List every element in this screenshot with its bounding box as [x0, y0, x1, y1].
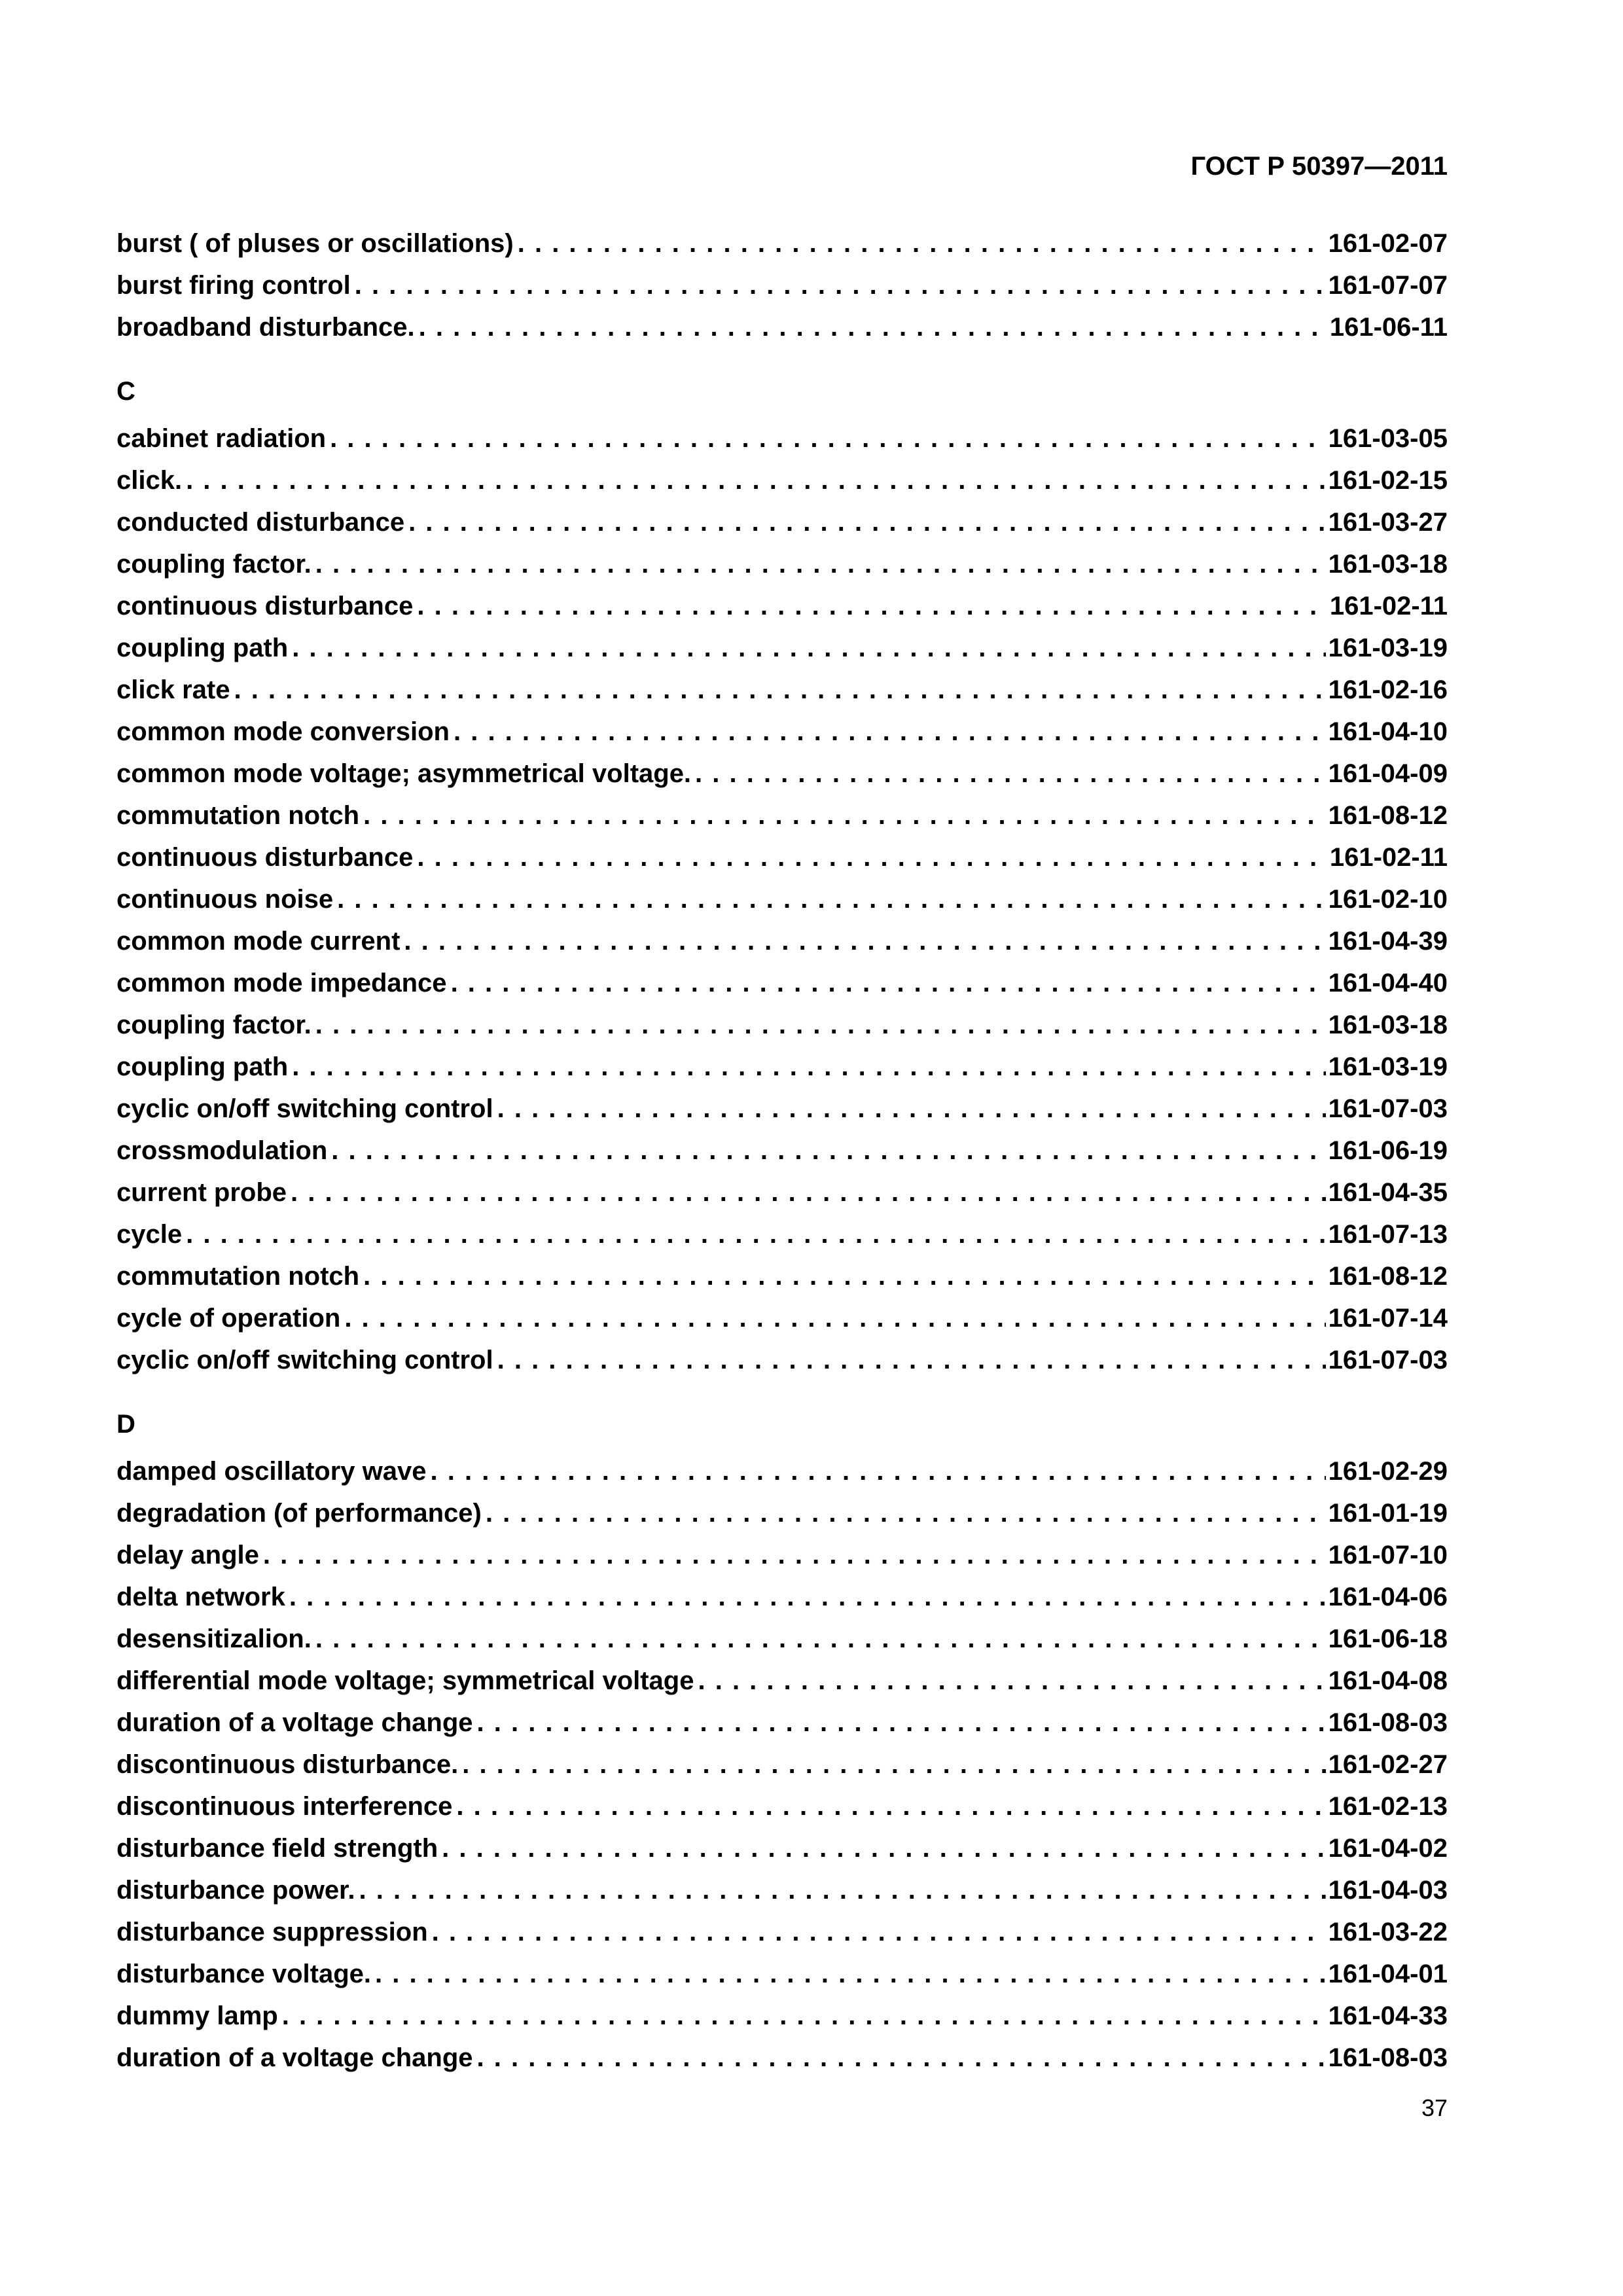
index-term: common mode impedance [116, 969, 447, 997]
index-term: current probe [116, 1178, 287, 1207]
index-entry [116, 543, 1448, 585]
term-code: 161-04-01 [1328, 1960, 1448, 1988]
dot-leader [477, 2037, 1326, 2079]
term-code: 161-07-13 [1328, 1220, 1448, 1249]
index-entry [116, 1953, 1448, 1995]
index-entry [116, 1576, 1448, 1618]
dot-leader [486, 1492, 1326, 1534]
term-code: 161-03-19 [1328, 634, 1448, 662]
index-term: cyclic on/off switching control [116, 1346, 493, 1374]
term-code: 161-04-08 [1328, 1666, 1448, 1695]
index-entry [116, 1744, 1448, 1785]
term-code: 161-06-19 [1328, 1136, 1448, 1165]
index-entry [116, 1827, 1448, 1869]
term-code: 161-06-11 [1329, 313, 1448, 342]
index-entry [116, 306, 1448, 348]
index-term: discontinuous interference [116, 1792, 453, 1821]
term-code: 161-03-18 [1328, 550, 1448, 579]
dot-leader [408, 501, 1326, 543]
index-entry [116, 1492, 1448, 1534]
index-term: delay angle [116, 1541, 259, 1570]
index-entry [116, 223, 1448, 264]
index-term: disturbance voltage. [116, 1960, 371, 1988]
dot-leader [291, 1172, 1326, 1213]
index-entry [116, 264, 1448, 306]
dot-leader [315, 543, 1326, 585]
index-entry [116, 1618, 1448, 1660]
index-entry [116, 1046, 1448, 1088]
index-term: disturbance power. [116, 1876, 355, 1905]
term-code: 161-04-33 [1328, 2001, 1448, 2030]
index-term: coupling path [116, 634, 289, 662]
term-code: 161-07-03 [1328, 1094, 1448, 1123]
index-term: disturbance field strength [116, 1834, 438, 1863]
index-entry [116, 1004, 1448, 1046]
index-entry [116, 1911, 1448, 1953]
index-entry [116, 1297, 1448, 1339]
index-term: click rate [116, 675, 230, 704]
index-term: cabinet radiation [116, 424, 327, 453]
index-entry [116, 1088, 1448, 1130]
index-term: coupling factor. [116, 550, 312, 579]
index-term: cycle of operation [116, 1304, 341, 1333]
index-entry [116, 1785, 1448, 1827]
dot-leader [518, 223, 1326, 264]
dot-leader [355, 264, 1326, 306]
index-term: burst firing control [116, 271, 351, 300]
term-code: 161-02-10 [1328, 885, 1448, 914]
term-code: 161-03-22 [1328, 1918, 1448, 1946]
dot-leader [404, 920, 1325, 962]
dot-leader [375, 1953, 1326, 1995]
dot-leader [289, 1576, 1326, 1618]
dot-leader [359, 1869, 1326, 1911]
dot-leader [451, 962, 1326, 1004]
term-code: 161-02-15 [1328, 466, 1448, 495]
dot-leader [417, 585, 1327, 627]
index-entry [116, 1534, 1448, 1576]
index-term: commutation notch [116, 801, 360, 830]
dot-leader [315, 1618, 1326, 1660]
dot-leader [282, 1995, 1326, 2037]
dot-leader [454, 711, 1326, 753]
dot-leader [363, 1255, 1326, 1297]
term-code: 161-04-03 [1328, 1876, 1448, 1905]
term-code: 161-03-05 [1328, 424, 1448, 453]
page-number: 37 [1421, 2094, 1448, 2121]
index-term: broadband disturbance. [116, 313, 415, 342]
index-entry [116, 2037, 1448, 2079]
index-entry [116, 1702, 1448, 1744]
term-code: 161-08-03 [1328, 2043, 1448, 2072]
index-term: desensitizalion. [116, 1624, 312, 1653]
term-code: 161-07-10 [1328, 1541, 1448, 1570]
index-entry [116, 418, 1448, 459]
dot-leader [344, 1297, 1325, 1339]
dot-leader [462, 1744, 1325, 1785]
dot-leader [431, 1450, 1326, 1492]
term-code: 161-02-11 [1329, 843, 1448, 872]
term-code: 161-03-19 [1328, 1052, 1448, 1081]
index-term: crossmodulation [116, 1136, 328, 1165]
index-term: cyclic on/off switching control [116, 1094, 493, 1123]
dot-leader [456, 1785, 1325, 1827]
index-entry [116, 1450, 1448, 1492]
index-entry [116, 1869, 1448, 1911]
index-entry [116, 1213, 1448, 1255]
term-code: 161-08-12 [1328, 801, 1448, 830]
index-entry [116, 1660, 1448, 1702]
dot-leader [234, 669, 1325, 711]
index-entry [116, 669, 1448, 711]
term-code: 161-07-03 [1328, 1346, 1448, 1374]
index-term: degradation (of performance) [116, 1499, 482, 1528]
dot-leader [292, 627, 1325, 669]
term-code: 161-04-40 [1328, 969, 1448, 997]
index-term: damped oscillatory wave [116, 1457, 427, 1486]
term-code: 161-04-09 [1328, 759, 1448, 788]
index-entry [116, 836, 1448, 878]
index-entry [116, 501, 1448, 543]
term-code: 161-02-07 [1328, 229, 1448, 258]
index-term: differential mode voltage; symmetrical voltage [116, 1666, 694, 1695]
index-term: conducted disturbance [116, 508, 405, 537]
index-entry [116, 753, 1448, 795]
index-term: duration of a voltage change [116, 1708, 473, 1737]
section-letter: D [116, 1410, 135, 1439]
document-header: ГОСТ Р 50397—2011 [1190, 152, 1448, 181]
term-code: 161-06-18 [1328, 1624, 1448, 1653]
index-entry [116, 1255, 1448, 1297]
term-code: 161-02-13 [1328, 1792, 1448, 1821]
index-term: delta network [116, 1583, 285, 1611]
index-entry [116, 459, 1448, 501]
dot-leader [186, 1213, 1326, 1255]
term-code: 161-07-14 [1328, 1304, 1448, 1333]
term-code: 161-02-11 [1329, 592, 1448, 620]
index-term: duration of a voltage change [116, 2043, 473, 2072]
term-code: 161-02-27 [1328, 1750, 1448, 1779]
term-code: 161-04-06 [1328, 1583, 1448, 1611]
dot-leader [497, 1339, 1326, 1381]
section-letter: C [116, 377, 135, 406]
dot-leader [292, 1046, 1325, 1088]
index-entry [116, 1339, 1448, 1381]
index-term: click. [116, 466, 183, 495]
index-section [116, 223, 1448, 348]
term-code: 161-04-39 [1328, 927, 1448, 956]
index-entry [116, 1172, 1448, 1213]
index-entry [116, 962, 1448, 1004]
term-code: 161-04-35 [1328, 1178, 1448, 1207]
dot-leader [477, 1702, 1326, 1744]
dot-leader [698, 1660, 1325, 1702]
dot-leader [419, 306, 1327, 348]
index-term: continuous disturbance [116, 592, 414, 620]
dot-leader [315, 1004, 1326, 1046]
index-term: commutation notch [116, 1262, 360, 1291]
term-code: 161-08-12 [1328, 1262, 1448, 1291]
index-term: common mode voltage; asymmetrical voltage. [116, 759, 692, 788]
dot-leader [186, 459, 1326, 501]
index-term: continuous noise [116, 885, 334, 914]
term-code: 161-03-27 [1328, 508, 1448, 537]
index-entry [116, 585, 1448, 627]
index-term: coupling factor. [116, 1011, 312, 1039]
index-term: cycle [116, 1220, 183, 1249]
dot-leader [432, 1911, 1326, 1953]
index-entry [116, 1995, 1448, 2037]
index-term: common mode conversion [116, 717, 450, 746]
index-content [116, 223, 1448, 2079]
dot-leader [337, 878, 1326, 920]
index-entry [116, 920, 1448, 962]
index-entry [116, 627, 1448, 669]
term-code: 161-02-16 [1328, 675, 1448, 704]
dot-leader [331, 1130, 1325, 1172]
dot-leader [417, 836, 1327, 878]
dot-leader [363, 795, 1326, 836]
dot-leader [695, 753, 1326, 795]
index-section [116, 370, 1448, 1381]
term-code: 161-07-07 [1328, 271, 1448, 300]
dot-leader [263, 1534, 1326, 1576]
index-term: disturbance suppression [116, 1918, 428, 1946]
term-code: 161-04-10 [1328, 717, 1448, 746]
term-code: 161-01-19 [1328, 1499, 1448, 1528]
term-code: 161-03-18 [1328, 1011, 1448, 1039]
index-term: burst ( of pluses or oscillations) [116, 229, 514, 258]
index-entry [116, 878, 1448, 920]
index-entry [116, 1130, 1448, 1172]
dot-leader [442, 1827, 1325, 1869]
term-code: 161-08-03 [1328, 1708, 1448, 1737]
term-code: 161-04-02 [1328, 1834, 1448, 1863]
index-section [116, 1403, 1448, 2079]
index-term: coupling path [116, 1052, 289, 1081]
term-code: 161-02-29 [1328, 1457, 1448, 1486]
index-term: dummy lamp [116, 2001, 278, 2030]
index-term: common mode current [116, 927, 401, 956]
dot-leader [497, 1088, 1326, 1130]
index-entry [116, 711, 1448, 753]
index-entry [116, 795, 1448, 836]
index-term: discontinuous disturbance. [116, 1750, 459, 1779]
dot-leader [330, 418, 1326, 459]
index-term: continuous disturbance [116, 843, 414, 872]
